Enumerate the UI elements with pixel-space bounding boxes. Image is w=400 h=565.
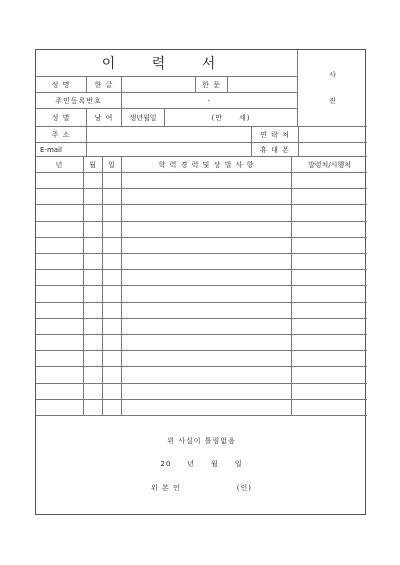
rrn-field[interactable]: - [122,93,298,109]
row-month-cell[interactable] [84,319,103,335]
col-details: 학 력 경 력 및 상 벌 사 항 [122,157,292,173]
row-details-cell[interactable] [122,351,292,367]
row-issuer-cell[interactable] [292,270,367,286]
row-year-cell[interactable] [36,222,84,238]
row-issuer-cell[interactable] [292,303,367,319]
col-day: 일 [103,157,122,173]
form-title: 이 력 서 [36,50,298,77]
name-label: 성 명 [36,77,87,93]
row-year-cell[interactable] [36,367,84,383]
col-month: 월 [84,157,103,173]
row-issuer-cell[interactable] [292,238,367,254]
row-year-cell[interactable] [36,205,84,221]
row-year-cell[interactable] [36,335,84,351]
row-details-cell[interactable] [122,335,292,351]
row-issuer-cell[interactable] [292,222,367,238]
row-details-cell[interactable] [122,303,292,319]
col-issuer: 발령처/시행처 [292,157,367,173]
row-details-cell[interactable] [122,222,292,238]
address-label: 주 소 [36,127,87,143]
contact-label: 연 락 처 [252,127,299,143]
row-month-cell[interactable] [84,335,103,351]
row-details-cell[interactable] [122,400,292,416]
row-details-cell[interactable] [122,384,292,400]
row-issuer-cell[interactable] [292,205,367,221]
row-year-cell[interactable] [36,303,84,319]
row-year-cell[interactable] [36,400,84,416]
row-details-cell[interactable] [122,238,292,254]
row-issuer-cell[interactable] [292,400,367,416]
col-year: 년 [36,157,84,173]
declaration-statement: 위 사실이 틀림없음 [167,437,236,445]
hanja-label: 한 문 [196,77,228,93]
row-details-cell[interactable] [122,367,292,383]
row-details-cell[interactable] [122,205,292,221]
row-year-cell[interactable] [36,270,84,286]
row-day-cell[interactable] [103,222,122,238]
row-day-cell[interactable] [103,238,122,254]
row-year-cell[interactable] [36,173,84,189]
row-issuer-cell[interactable] [292,319,367,335]
row-issuer-cell[interactable] [292,286,367,302]
gender-options[interactable]: 남 여 [87,109,122,127]
mobile-field[interactable] [299,143,367,157]
row-month-cell[interactable] [84,254,103,270]
photo-label-1: 사 [329,71,336,79]
gender-label: 성 별 [36,109,87,127]
declaration-signature: 위 본 인 (인) [151,484,252,492]
row-details-cell[interactable] [122,270,292,286]
row-day-cell[interactable] [103,189,122,205]
row-year-cell[interactable] [36,384,84,400]
birth-label: 생년월일 [122,109,165,127]
row-month-cell[interactable] [84,303,103,319]
row-day-cell[interactable] [103,367,122,383]
photo-label-2: 진 [329,97,336,105]
row-day-cell[interactable] [103,254,122,270]
row-year-cell[interactable] [36,351,84,367]
declaration-date: 20 년 월 일 [160,460,243,468]
row-day-cell[interactable] [103,351,122,367]
contact-field[interactable] [299,127,367,143]
row-details-cell[interactable] [122,254,292,270]
row-issuer-cell[interactable] [292,335,367,351]
hanja-name-field[interactable] [228,77,298,93]
row-day-cell[interactable] [103,286,122,302]
rrn-label: 주민등록번호 [36,93,122,109]
row-details-cell[interactable] [122,189,292,205]
resume-form [35,49,366,515]
row-month-cell[interactable] [84,222,103,238]
row-month-cell[interactable] [84,189,103,205]
row-issuer-cell[interactable] [292,254,367,270]
row-day-cell[interactable] [103,205,122,221]
hangul-label: 한 글 [87,77,122,93]
row-year-cell[interactable] [36,254,84,270]
row-issuer-cell[interactable] [292,173,367,189]
row-day-cell[interactable] [103,270,122,286]
row-day-cell[interactable] [103,319,122,335]
row-issuer-cell[interactable] [292,189,367,205]
row-year-cell[interactable] [36,189,84,205]
row-day-cell[interactable] [103,384,122,400]
row-month-cell[interactable] [84,286,103,302]
hangul-name-field[interactable] [122,77,196,93]
row-issuer-cell[interactable] [292,384,367,400]
row-day-cell[interactable] [103,335,122,351]
mobile-label: 휴 대 폰 [252,143,299,157]
row-day-cell[interactable] [103,303,122,319]
row-month-cell[interactable] [84,367,103,383]
row-issuer-cell[interactable] [292,351,367,367]
row-month-cell[interactable] [84,270,103,286]
address-field[interactable] [87,127,252,143]
birth-field[interactable]: (만 세) [165,109,298,127]
row-details-cell[interactable] [122,173,292,189]
row-month-cell[interactable] [84,351,103,367]
email-field[interactable] [87,143,252,157]
row-details-cell[interactable] [122,319,292,335]
row-month-cell[interactable] [84,238,103,254]
row-month-cell[interactable] [84,205,103,221]
row-day-cell[interactable] [103,400,122,416]
photo-box [298,50,367,127]
row-year-cell[interactable] [36,319,84,335]
email-label: E-mail [36,143,87,157]
row-day-cell[interactable] [103,173,122,189]
row-month-cell[interactable] [84,400,103,416]
row-year-cell[interactable] [36,286,84,302]
row-year-cell[interactable] [36,238,84,254]
row-issuer-cell[interactable] [292,367,367,383]
row-month-cell[interactable] [84,173,103,189]
row-details-cell[interactable] [122,286,292,302]
row-month-cell[interactable] [84,384,103,400]
